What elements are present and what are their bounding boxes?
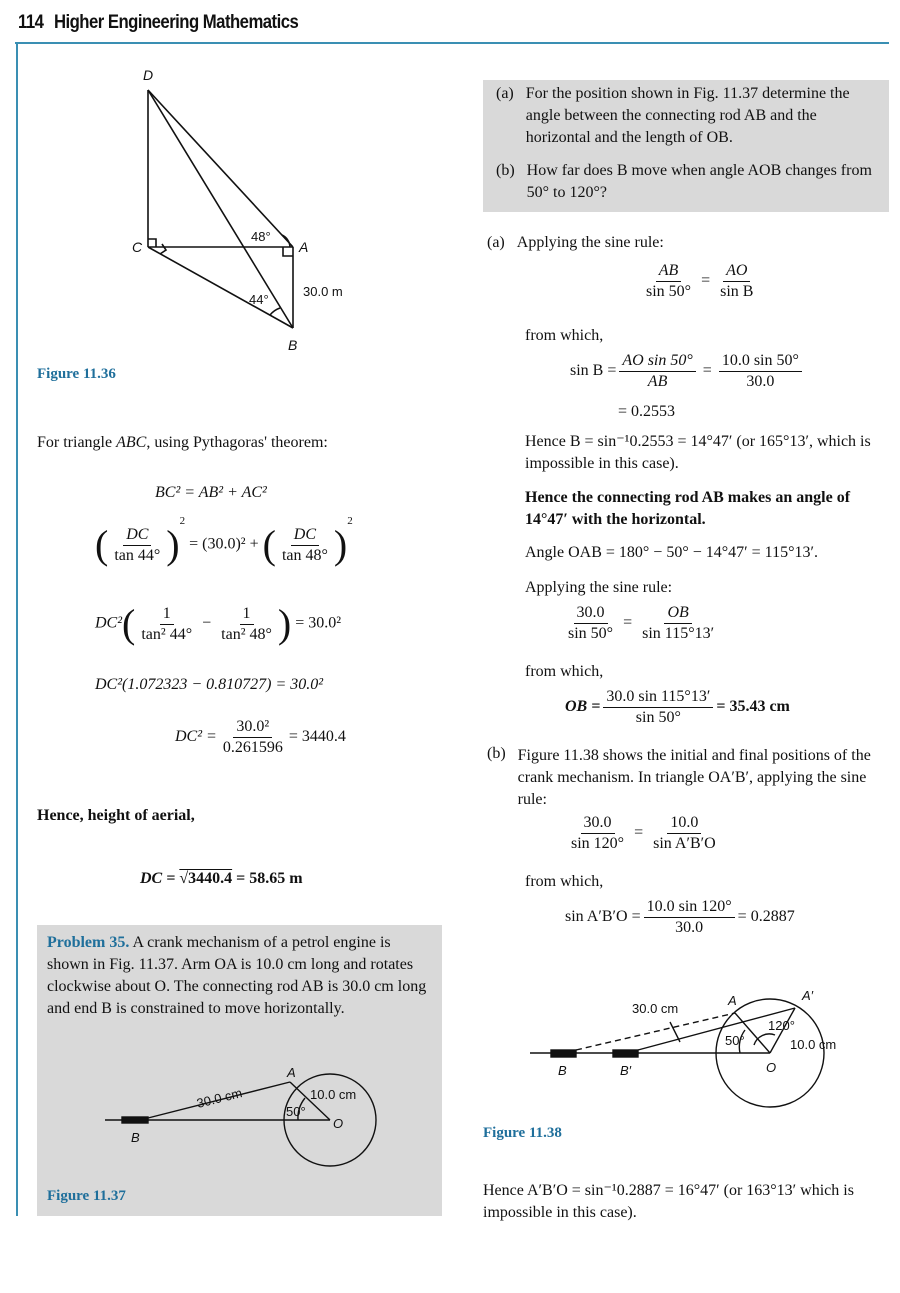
sa-eq1-num1: AB bbox=[656, 262, 682, 282]
sa-eq3-den2: sin 115°13′ bbox=[642, 625, 715, 642]
figure-11-36 bbox=[0, 0, 450, 380]
book-title: Higher Engineering Mathematics bbox=[53, 12, 299, 33]
sa-eq4-num: 30.0 sin 115°13′ bbox=[603, 688, 713, 708]
sb-eq1-num1: 30.0 bbox=[581, 814, 615, 834]
eq2-num1: DC bbox=[123, 526, 151, 546]
from-which-1: from which, bbox=[525, 327, 604, 344]
sa-eq3-num2: OB bbox=[664, 604, 691, 624]
conclusion-angle: Hence the connecting rod AB makes an angle of 14°47′ with the horizontal. bbox=[525, 489, 851, 528]
arm-length: 10.0 cm bbox=[310, 1087, 357, 1102]
question-a-label: (a) bbox=[496, 85, 514, 102]
eq5-num: 30.0² bbox=[233, 718, 272, 738]
question-a bbox=[496, 83, 881, 149]
from-which-3: from which, bbox=[525, 873, 604, 890]
sa-eq1-num2: AO bbox=[723, 262, 750, 282]
sa-equation-3: $\frac{30.0}{\sin 50^\circ}$ = $\frac{OB}{\sin 115^\circ 13'}$ bbox=[562, 604, 720, 643]
hence-final: Hence A′B′O = sin⁻¹0.2887 = 16°47′ (or 163°13′ which is impossible in this case). bbox=[483, 1182, 854, 1221]
label-b-prime: B′ bbox=[620, 1063, 632, 1078]
page-number: 114 bbox=[18, 12, 44, 33]
angle-48: 48° bbox=[251, 229, 271, 244]
rod-length: 30.0 cm bbox=[195, 1085, 244, 1111]
label-a: A bbox=[287, 1065, 296, 1080]
equation-1: BC² = AB² + AC² bbox=[155, 484, 267, 501]
figure-11-37 bbox=[0, 1060, 450, 1180]
solution-a-label: (a) bbox=[487, 234, 505, 251]
label-a-prime: A′ bbox=[802, 988, 814, 1003]
sb-eq1-den2: sin A′B′O bbox=[653, 835, 716, 852]
angle-44: 44° bbox=[249, 292, 269, 307]
sa-eq3-den1: sin 50° bbox=[568, 625, 614, 642]
sa-eq4-lhs: OB = bbox=[565, 698, 601, 716]
eq2-sq2: 2 bbox=[347, 515, 353, 527]
sa-eq4-den: sin 50° bbox=[635, 709, 681, 726]
eq5-lhs: DC² = bbox=[175, 728, 217, 746]
sb-equation-2 bbox=[565, 898, 795, 937]
eq3-minus: − bbox=[202, 614, 212, 632]
solution-a-intro-2: Applying the sine rule: bbox=[525, 579, 673, 596]
equation-5 bbox=[175, 718, 346, 757]
angle-50: 50° bbox=[286, 1104, 306, 1119]
sa-eq2-den2: 30.0 bbox=[746, 373, 775, 390]
eq6-rhs: = 58.65 m bbox=[236, 870, 303, 887]
label-o: O bbox=[766, 1060, 777, 1075]
eq3-num1: 1 bbox=[160, 605, 174, 625]
sa-eq2-lhs: sin B = bbox=[570, 362, 617, 380]
label-a: A bbox=[299, 239, 309, 255]
eq2-den1: tan 44° bbox=[114, 546, 161, 564]
sa-eq2-den1: AB bbox=[647, 373, 668, 390]
eq2-den2: tan 48° bbox=[281, 546, 328, 564]
figure-11-38 bbox=[500, 980, 880, 1120]
sa-eq1-den1: sin 50° bbox=[646, 283, 692, 300]
angle-oab: Angle OAB = 180° − 50° − 14°47′ = 115°13′. bbox=[525, 544, 818, 561]
label-d: D bbox=[143, 67, 154, 83]
eq3-num2: 1 bbox=[240, 605, 254, 625]
eq5-den: 0.261596 bbox=[222, 739, 283, 756]
intro-pre: For triangle bbox=[37, 434, 117, 451]
solution-b-label: (b) bbox=[487, 745, 506, 762]
label-b: B bbox=[288, 337, 298, 353]
figure-11-37-caption: Figure 11.37 bbox=[47, 1188, 126, 1204]
sb-eq1-num2: 10.0 bbox=[667, 814, 701, 834]
eq6-root: √3440.4 bbox=[179, 870, 233, 887]
figure-11-38-caption: Figure 11.38 bbox=[483, 1125, 562, 1141]
equation-4: DC²(1.072323 − 0.810727) = 30.0² bbox=[95, 676, 324, 693]
equation-3: DC²( $\frac{1}{\text{tan² 44°}}$ − $\frac{1}{\text{tan² 48°}}$ ) = 30.0² bbox=[95, 601, 342, 646]
eq6-lhs: DC = bbox=[140, 870, 176, 887]
equation-2: ( $\frac{DC}{\tan 44^\circ}$ )$^2$ = (30.0)² + ( $\frac{DC}{\tan 48^\circ}$ )$^2$ bbox=[95, 515, 353, 567]
label-b: B bbox=[131, 1130, 140, 1145]
figure-11-36-caption: Figure 11.36 bbox=[37, 366, 116, 382]
question-b-text: How far does B move when angle AOB changes from 50° to 120°? bbox=[526, 162, 872, 201]
intro-text bbox=[37, 432, 328, 454]
solution-b-text: Figure 11.38 shows the initial and final positions of the crank mechanism. In triangle OA′B′, applying the sine rule: bbox=[517, 747, 871, 808]
intro-var: ABC bbox=[116, 434, 147, 451]
eq2-mid: = (30.0)² + bbox=[189, 535, 259, 553]
sb-eq2-lhs: sin A′B′O = bbox=[565, 908, 641, 926]
sa-equation-2: sin B = $\frac{\text{AO sin 50°}}{AB}$ = $\frac{10.0 \sin 50^\circ}{30.0}$ bbox=[570, 352, 805, 391]
solution-a-intro-text: Applying the sine rule: bbox=[516, 234, 664, 251]
eq2-sq1: 2 bbox=[179, 515, 186, 527]
sa-eq4-rhs: = 35.43 cm bbox=[716, 698, 790, 716]
sb-eq2-num: 10.0 sin 120° bbox=[644, 898, 735, 918]
intro-post: , using Pythagoras' theorem: bbox=[146, 434, 328, 451]
sb-eq2-rhs: = 0.2887 bbox=[737, 908, 795, 926]
question-a-text: For the position shown in Fig. 11.37 determine the angle between the connecting rod AB and the horizontal and the length of OB. bbox=[525, 85, 850, 146]
question-b-label: (b) bbox=[496, 162, 515, 179]
eq3-rhs: = 30.0² bbox=[295, 614, 342, 632]
eq3-den2: tan² 48° bbox=[221, 625, 272, 643]
length-label: 30.0 m bbox=[303, 284, 343, 299]
from-which-2: from which, bbox=[525, 663, 604, 680]
sa-equation-4 bbox=[565, 688, 790, 727]
eq3-den1: tan² 44° bbox=[141, 625, 193, 643]
hence-text: Hence, height of aerial, bbox=[37, 807, 195, 824]
question-b bbox=[496, 160, 881, 204]
sa-eq2-num2: 10.0 sin 50° bbox=[719, 352, 802, 372]
sb-eq1-den1: sin 120° bbox=[571, 835, 625, 852]
sa-eq1-den2: sin B bbox=[720, 283, 754, 300]
label-o: O bbox=[333, 1116, 344, 1131]
eq2-num2: DC bbox=[291, 526, 319, 546]
sb-equation-1: $\frac{30.0}{\sin 120^\circ}$ = $\frac{10.0}{\text{sin A′B′O}}$ bbox=[565, 814, 722, 853]
angle-50: 50° bbox=[725, 1033, 745, 1048]
label-c: C bbox=[132, 239, 143, 255]
eq5-rhs: = 3440.4 bbox=[288, 728, 346, 746]
problem-label: Problem 35. bbox=[47, 934, 130, 951]
arm-length: 10.0 cm bbox=[790, 1037, 837, 1052]
hence-b-angle: Hence B = sin⁻¹0.2553 = 14°47′ (or 165°13′, which is impossible in this case). bbox=[525, 433, 871, 472]
solution-a-intro bbox=[487, 232, 664, 254]
sa-eq2-num1: AO sin 50° bbox=[619, 352, 695, 372]
sa-eq3-num1: 30.0 bbox=[574, 604, 608, 624]
angle-120: 120° bbox=[768, 1018, 795, 1033]
sa-result: = 0.2553 bbox=[618, 403, 676, 420]
sa-equation-1: $\frac{AB}{\sin 50^\circ}$ = $\frac{AO}{\text{sin B}}$ bbox=[640, 262, 759, 301]
label-a: A bbox=[728, 993, 737, 1008]
eq3-lhs: DC² bbox=[95, 614, 123, 632]
equation-6 bbox=[140, 870, 303, 888]
sb-eq2-den: 30.0 bbox=[675, 919, 704, 936]
label-b: B bbox=[558, 1063, 567, 1078]
problem-text bbox=[47, 932, 435, 1020]
problem-body: A crank mechanism of a petrol engine is shown in Fig. 11.37. Arm OA is 10.0 cm long and rotates clockwise about O. The connecting rod AB is 30.0 cm long and end B is constrained to move horizontally. bbox=[47, 934, 427, 1017]
solution-b bbox=[487, 745, 890, 811]
rod-length: 30.0 cm bbox=[632, 1001, 679, 1016]
